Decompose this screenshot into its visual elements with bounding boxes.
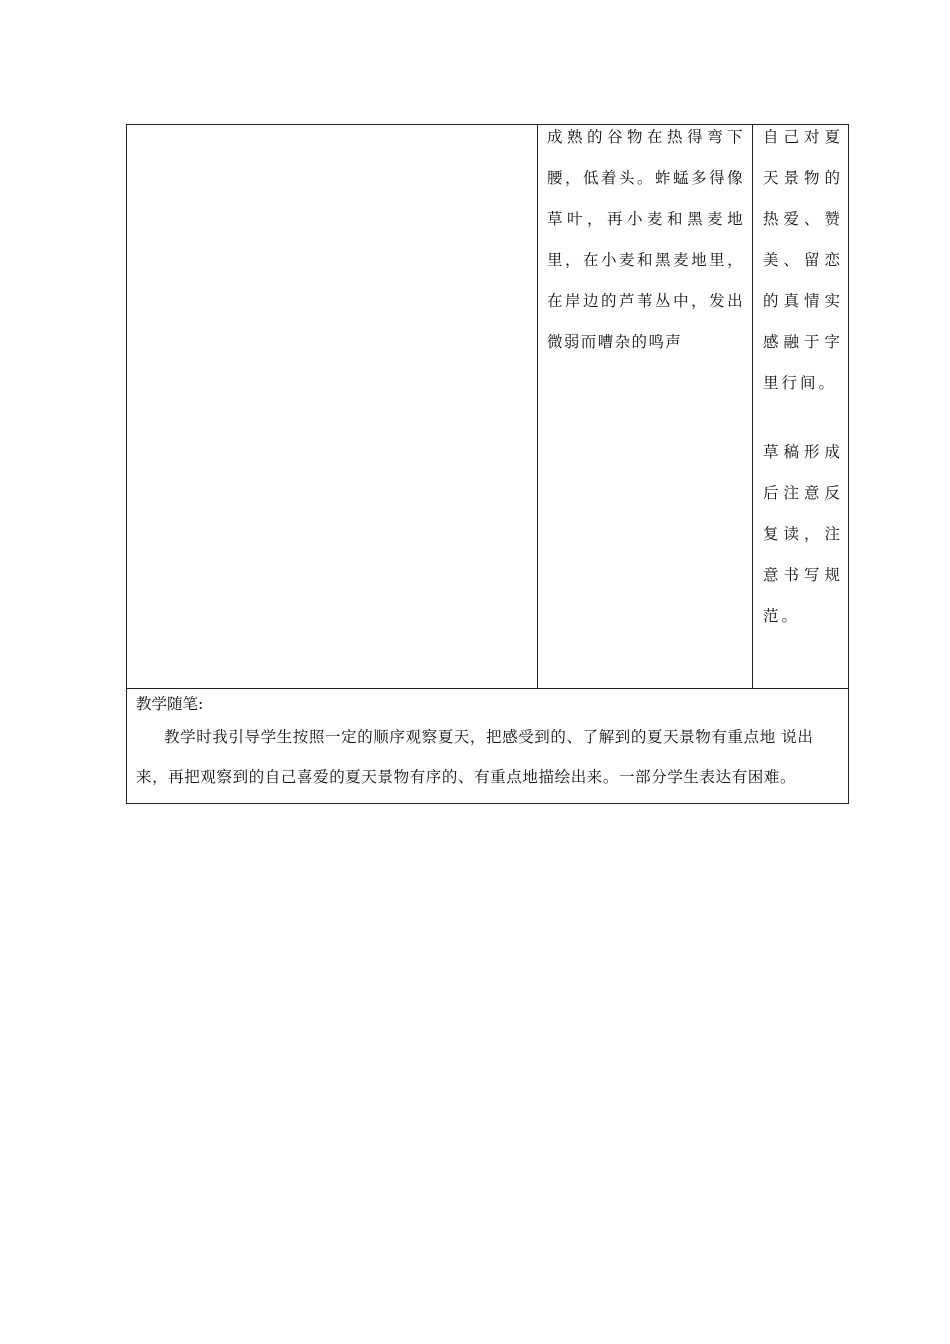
notes-body: 教学时我引导学生按照一定的顺序观察夏天，把感受到的、了解到的夏天景物有重点地 说出来，再把观察到的自己喜爱的夏天景物有序的、有重点地描绘出来。一部分学生表达有困难。 <box>136 728 814 786</box>
cell-paragraph: 自己对夏天景物的热爱、赞美、留恋的真情实感融于字里行间。 <box>763 128 843 392</box>
table-cell-notes <box>763 117 843 637</box>
column-divider <box>752 125 753 688</box>
cell-paragraph: 草稿形成后注意反复读，注意书写规范。 <box>763 443 843 625</box>
table-cell-text: 成熟的谷物在热得弯下腰，低着头。蚱蜢多得像草叶，再小麦和黑麦地里，在小麦和黑麦地里，在岸边的芦苇丛中，发出微弱而嘈杂的鸣声 <box>547 128 744 351</box>
teaching-notes-section <box>127 689 848 804</box>
column-divider <box>537 125 538 688</box>
lesson-table <box>126 124 849 804</box>
table-content-row <box>127 125 848 688</box>
notes-title: 教学随笔: <box>136 695 204 713</box>
